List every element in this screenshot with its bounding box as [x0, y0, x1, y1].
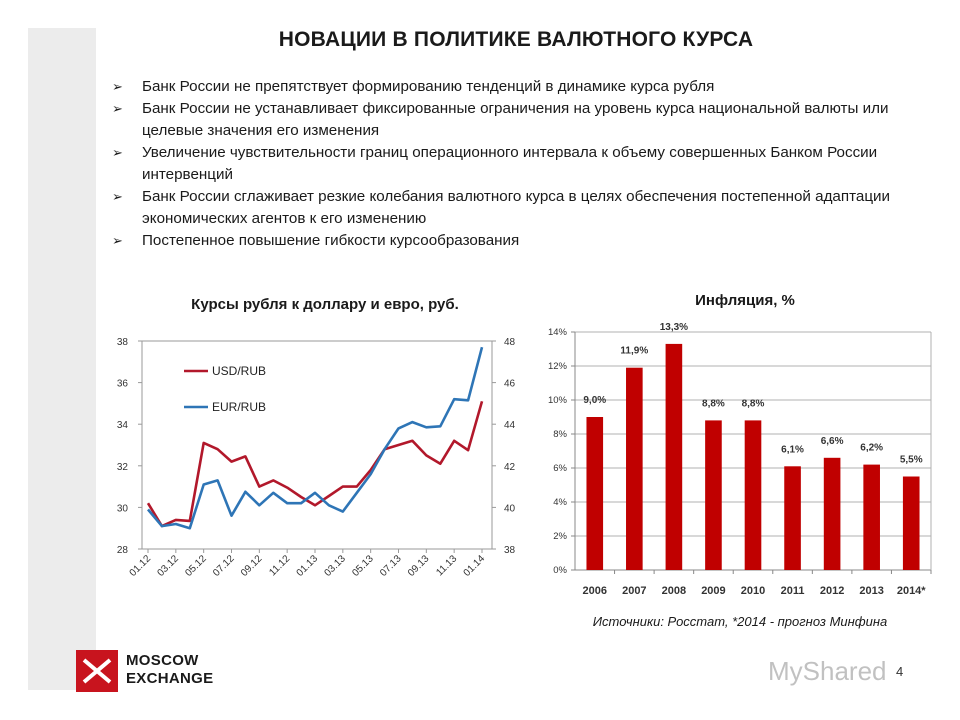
x-tick-label: 05.12: [183, 553, 209, 579]
y-tick-label: 4%: [553, 497, 567, 508]
y-left-tick-label: 36: [116, 378, 128, 390]
bar: [745, 420, 762, 570]
x-tick-label: 01.14: [461, 553, 488, 579]
arrow-bullet-icon: ➢: [112, 189, 123, 204]
page-number: 4: [896, 664, 904, 679]
x-tick-label: 03.12: [155, 553, 181, 579]
y-right-tick-label: 46: [504, 378, 516, 390]
y-tick-label: 8%: [553, 429, 567, 440]
y-tick-label: 0%: [553, 565, 567, 576]
x-tick-label: 01.12: [127, 553, 154, 579]
bar-data-label: 13,3%: [659, 321, 689, 333]
x-tick-label: 2006: [582, 585, 608, 597]
arrow-bullet-icon: ➢: [112, 233, 123, 248]
y-left-tick-label: 28: [116, 545, 128, 556]
series-line-eur-rub: [148, 347, 482, 528]
x-tick-label: 2008: [661, 585, 687, 597]
x-tick-label: 2013: [859, 585, 884, 597]
x-tick-label: 09.12: [238, 553, 265, 579]
bullet-text: Банк России не устанавливает фиксированные ограничения на уровень курса национальной валюты или целевые значения его изменения: [142, 100, 889, 139]
fx-line-chart: [100, 325, 530, 605]
bar-data-label: 6,1%: [781, 444, 804, 456]
watermark: MyShared: [768, 656, 887, 686]
x-tick-label: 2012: [819, 585, 845, 597]
bar-data-label: 9,0%: [583, 395, 607, 406]
bar-data-label: 6,6%: [820, 435, 844, 447]
y-right-tick-label: 48: [504, 337, 516, 348]
y-left-tick-label: 38: [116, 337, 128, 348]
side-decor-bar: [28, 28, 96, 690]
bullet-item: [112, 142, 932, 186]
arrow-bullet-icon: ➢: [112, 145, 123, 160]
arrow-bullet-icon: ➢: [112, 79, 123, 94]
x-tick-label: 2010: [740, 585, 766, 597]
x-tick-label: 07.13: [378, 553, 404, 579]
x-tick-label: 11.13: [434, 553, 460, 579]
y-tick-label: 14%: [547, 327, 567, 338]
bullet-text: Увеличение чувствительности границ операционного интервала к объему совершенных Банком России интервенций: [142, 144, 878, 183]
bullet-item: [112, 76, 932, 98]
arrow-bullet-icon: ➢: [112, 101, 123, 116]
y-tick-label: 12%: [547, 361, 567, 372]
x-tick-label: 2007: [622, 585, 647, 597]
moscow-exchange-logo-icon: [76, 650, 118, 692]
y-left-tick-label: 30: [116, 503, 128, 515]
y-right-tick-label: 42: [504, 461, 516, 473]
bullet-text: Постепенное повышение гибкости курсообразования: [142, 232, 520, 249]
bar: [784, 466, 801, 570]
x-tick-label: 2011: [780, 585, 805, 597]
logo-line1: MOSCOW: [126, 652, 199, 669]
bar: [626, 368, 643, 570]
y-right-tick-label: 44: [504, 420, 516, 432]
x-tick-label: 09.13: [405, 553, 432, 579]
bar-data-label: 6,2%: [860, 442, 884, 454]
bar-data-label: 8,8%: [702, 398, 725, 410]
x-tick-label: 2009: [701, 585, 726, 597]
series-line-usd-rub: [148, 401, 482, 526]
bar-data-label: 8,8%: [741, 398, 765, 410]
bullet-text: Банк России не препятствует формированию тенденций в динамике курса рубля: [142, 78, 715, 95]
bullet-item: [112, 98, 932, 142]
y-tick-label: 6%: [553, 463, 567, 474]
bar-data-label: 5,5%: [899, 454, 923, 466]
inflation-chart-title: Инфляция, %: [695, 292, 795, 309]
inflation-bar-chart: [535, 320, 945, 605]
bar: [863, 465, 880, 570]
y-left-tick-label: 34: [116, 420, 128, 432]
y-left-tick-label: 32: [116, 461, 128, 473]
x-tick-label: 01.13: [294, 553, 321, 579]
bullet-item: [112, 230, 932, 252]
bar-data-label: 11,9%: [620, 345, 649, 357]
logo-line2: EXCHANGE: [126, 670, 214, 687]
source-note: Источники: Росстат, *2014 - прогноз Минфина: [592, 614, 888, 629]
y-tick-label: 10%: [547, 395, 567, 406]
x-tick-label: 11.12: [267, 553, 293, 579]
bar: [666, 344, 683, 570]
legend-label: USD/RUB: [212, 364, 267, 378]
legend-label: EUR/RUB: [212, 400, 267, 414]
bullet-text: Банк России сглаживает резкие колебания валютного курса в целях обеспечения постепенной адаптации экономических агентов к его изменению: [142, 188, 891, 227]
bullet-item: [112, 186, 932, 230]
bar: [586, 417, 603, 570]
fx-chart-title: Курсы рубля к доллару и евро, руб.: [191, 296, 459, 313]
bar: [705, 420, 722, 570]
bullet-list: [112, 76, 932, 252]
x-tick-label: 2014*: [896, 585, 926, 597]
logo-text: [126, 652, 213, 688]
x-tick-label: 05.13: [350, 553, 376, 579]
bar: [903, 477, 920, 571]
x-tick-label: 07.12: [211, 553, 237, 579]
slide-title: НОВАЦИИ В ПОЛИТИКЕ ВАЛЮТНОГО КУРСА: [278, 28, 754, 51]
y-right-tick-label: 38: [504, 545, 516, 556]
bar: [824, 458, 841, 570]
y-right-tick-label: 40: [504, 503, 516, 515]
x-tick-label: 03.13: [322, 553, 348, 579]
y-tick-label: 2%: [553, 531, 567, 542]
